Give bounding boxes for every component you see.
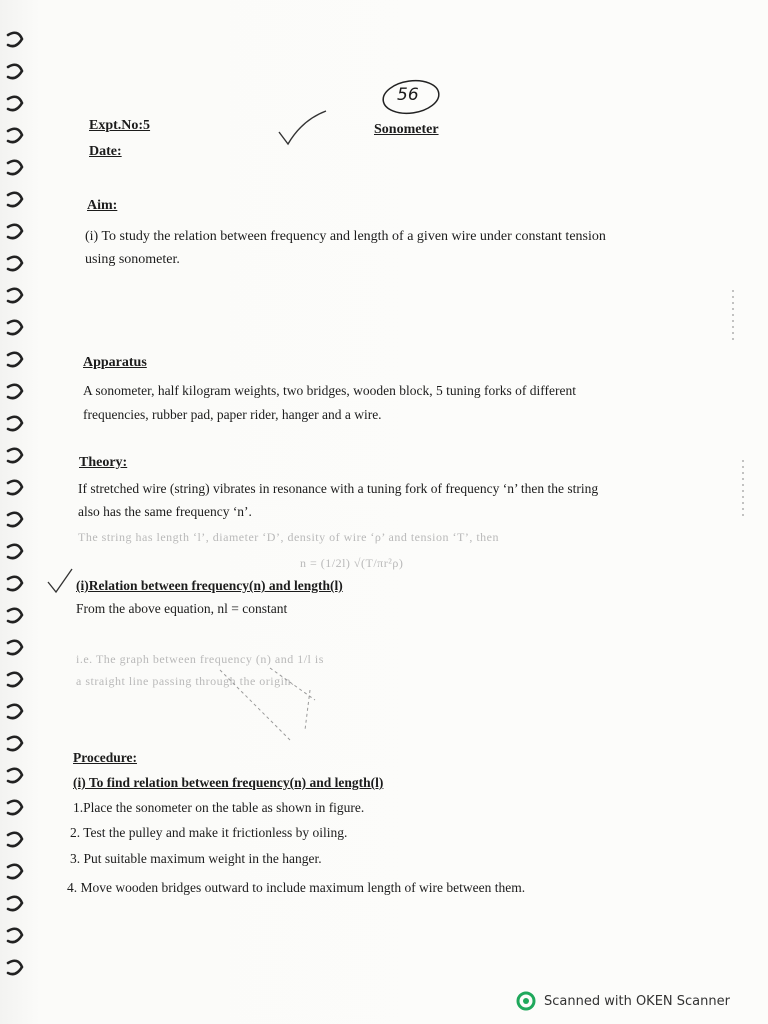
margin-marks (728, 290, 748, 530)
theory-line-1: If stretched wire (string) vibrates in resonance with a tuning fork of frequency ‘n’ then the string (78, 481, 599, 496)
faded-graph-sketch (180, 660, 360, 750)
theory-line-2: also has the same frequency ‘n’. (78, 504, 252, 519)
aim-line-1: (i) To study the relation between frequency and length of a given wire under constant tension (85, 229, 606, 244)
theory-heading: Theory: (79, 455, 128, 470)
theory-formula-faded: n = (1/2l) √(T/πr²ρ) (300, 556, 404, 570)
apparatus-heading: Apparatus (83, 355, 147, 370)
tick-mark-icon (46, 566, 76, 596)
theory-line-3-faded: The string has length ‘l’, diameter ‘D’, density of wire ‘ρ’ and tension ‘T’, then (78, 530, 499, 544)
procedure-step-3: 3. Put suitable maximum weight in the hanger. (70, 851, 322, 866)
scanner-text: Scanned with OKEN Scanner (544, 993, 730, 1009)
oken-scanner-logo-icon (516, 991, 536, 1011)
procedure-step-2: 2. Test the pulley and make it frictionless by oiling. (70, 825, 348, 840)
procedure-step-4: 4. Move wooden bridges outward to include maximum length of wire between them. (67, 880, 526, 895)
aim-line-2: using sonometer. (85, 252, 180, 267)
experiment-number: Expt.No:5 (89, 118, 151, 133)
aim-heading: Aim: (87, 198, 118, 213)
page-number: 56 (397, 85, 419, 105)
page-title: Sonometer (374, 122, 439, 137)
relation-line-3-faded: a straight line passing through the origin. (76, 674, 295, 688)
procedure-heading: Procedure: (73, 750, 137, 765)
apparatus-line-1: A sonometer, half kilogram weights, two bridges, wooden block, 5 tuning forks of different (83, 383, 576, 398)
relation-line-2-faded: i.e. The graph between frequency (n) and 1/l is (76, 652, 324, 666)
date-label: Date: (89, 144, 122, 159)
procedure-step-1: 1.Place the sonometer on the table as shown in figure. (73, 800, 365, 815)
apparatus-line-2: frequencies, rubber pad, paper rider, hanger and a wire. (83, 407, 382, 422)
procedure-subheading: (i) To find relation between frequency(n) and length(l) (73, 775, 384, 790)
scanner-watermark (516, 990, 766, 1012)
relation-heading: (i)Relation between frequency(n) and length(l) (76, 578, 343, 593)
spiral-binding (0, 30, 44, 990)
relation-line-1: From the above equation, nl = constant (76, 601, 288, 616)
check-mark-icon (276, 108, 330, 148)
